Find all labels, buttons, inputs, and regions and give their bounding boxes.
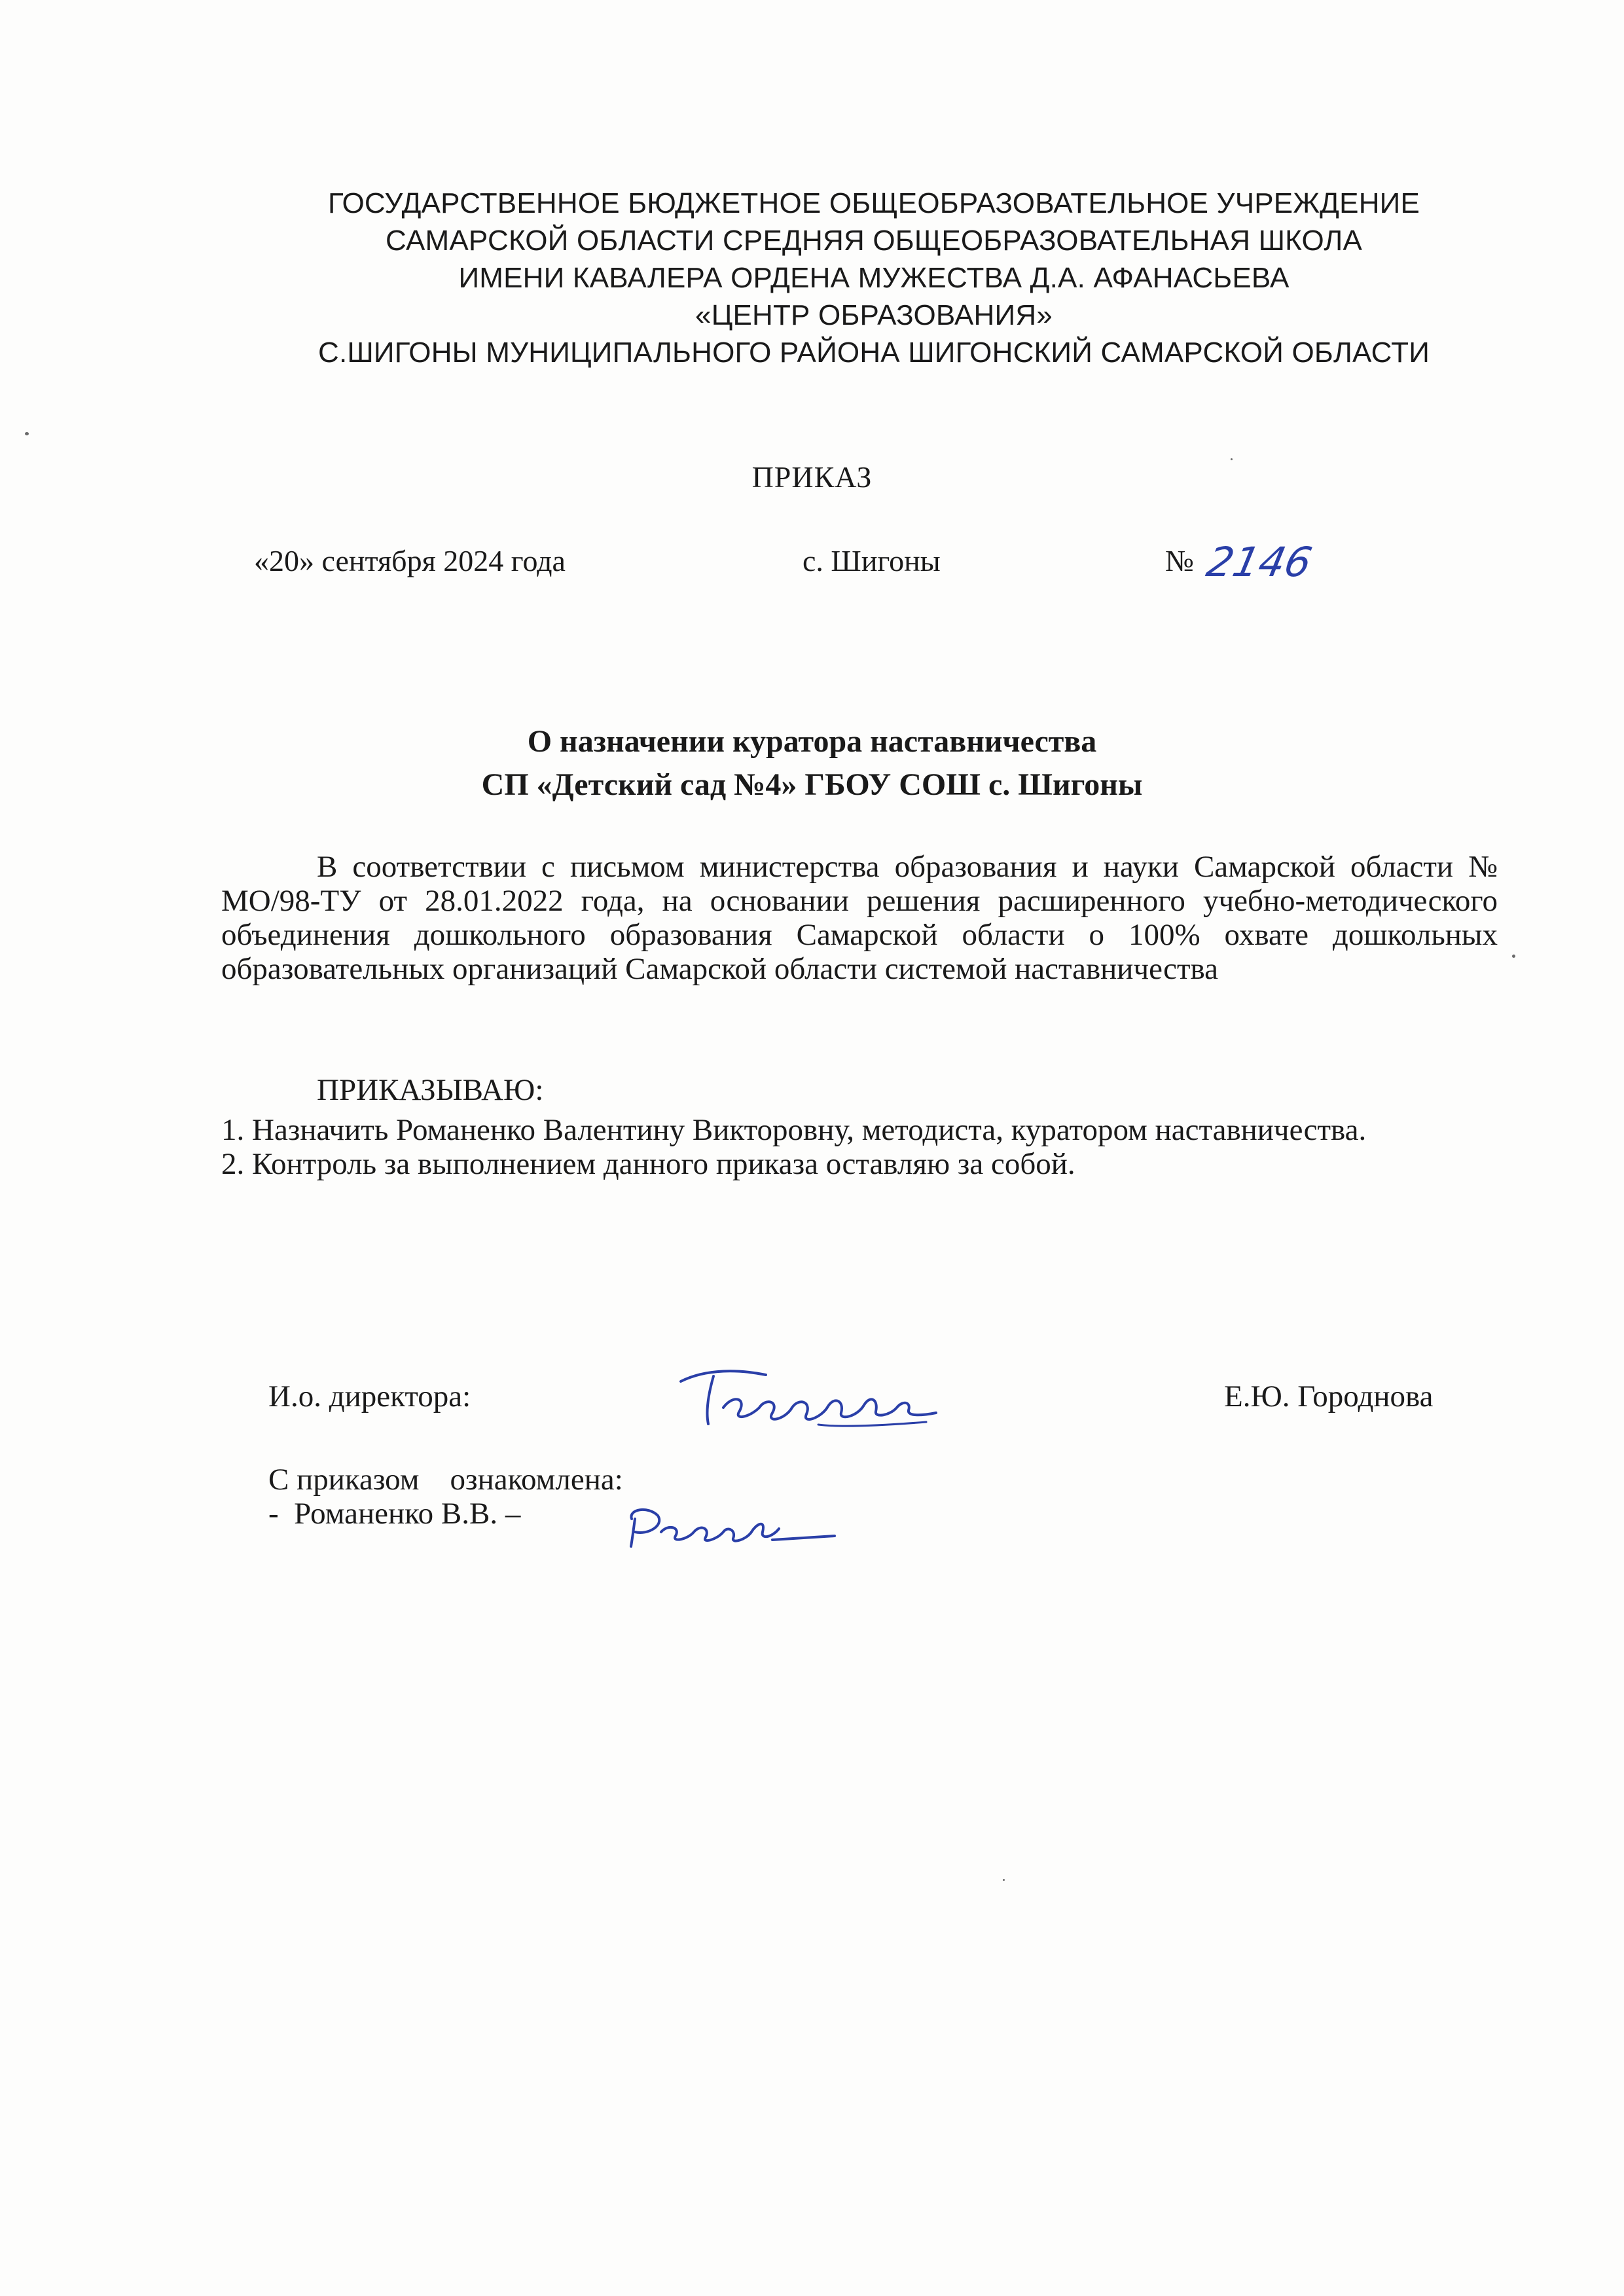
preamble-paragraph: В соответствии с письмом министерства образования и науки Самарской области № МО/98-ТУ от 28.01.2022 года, на основании решения расширенного учебно-методического объединения дошкольного образования Самарской области о 100% охвате дошкольных образовательных организаций Самарской области системой наставничества — [221, 850, 1498, 986]
signer-name: Е.Ю. Городнова — [1224, 1379, 1434, 1413]
acknowledgement-signature — [622, 1499, 838, 1552]
order-item: 2. Контроль за выполнением данного приказа оставляю за собой. — [221, 1147, 1075, 1181]
header-line: ГОСУДАРСТВЕННОЕ БЮДЖЕТНОЕ ОБЩЕОБРАЗОВАТЕЛЬНОЕ УЧРЕЖДЕНИЕ — [327, 187, 1420, 219]
header-line: «ЦЕНТР ОБРАЗОВАНИЯ» — [695, 299, 1053, 331]
preamble — [221, 850, 1498, 986]
acknowledgement — [268, 1463, 623, 1531]
header-line: САМАРСКОЙ ОБЛАСТИ СРЕДНЯЯ ОБЩЕОБРАЗОВАТЕЛЬНАЯ ШКОЛА — [385, 225, 1363, 257]
order-word: ПРИКАЗЫВАЮ: — [317, 1073, 544, 1107]
header-line: С.ШИГОНЫ МУНИЦИПАЛЬНОГО РАЙОНА ШИГОНСКИЙ САМАРСКОЙ ОБЛАСТИ — [317, 337, 1430, 369]
scan-speck — [1512, 955, 1515, 958]
order-item: 1. Назначить Романенко Валентину Викторовну, методиста, куратором наставничества. — [221, 1113, 1367, 1147]
order-items — [221, 1113, 1498, 1181]
signer-role: И.о. директора: — [268, 1379, 471, 1413]
signature-row — [0, 1375, 1624, 1434]
order-meta-row — [0, 538, 1624, 596]
subject-line: О назначении куратора наставничества — [527, 724, 1097, 759]
ack-line: - Романенко В.В. – — [268, 1497, 521, 1531]
order-date: «20» сентября 2024 года — [254, 544, 566, 577]
scan-speck — [1003, 1879, 1005, 1881]
order-subject — [0, 720, 1624, 807]
scan-speck — [25, 432, 29, 435]
order-number-label: № — [1165, 544, 1194, 577]
ack-line: С приказом ознакомлена: — [268, 1463, 623, 1497]
document-type: ПРИКАЗ — [751, 460, 873, 494]
order-place: с. Шигоны — [803, 544, 941, 577]
header-line: ИМЕНИ КАВАЛЕРА ОРДЕНА МУЖЕСТВА Д.А. АФАНАСЬЕВА — [458, 262, 1290, 294]
order-number-handwritten: 2146 — [1202, 538, 1316, 586]
subject-line: СП «Детский сад №4» ГБОУ СОШ с. Шигоны — [481, 767, 1143, 802]
institution-header — [131, 185, 1617, 371]
director-signature — [668, 1362, 943, 1434]
